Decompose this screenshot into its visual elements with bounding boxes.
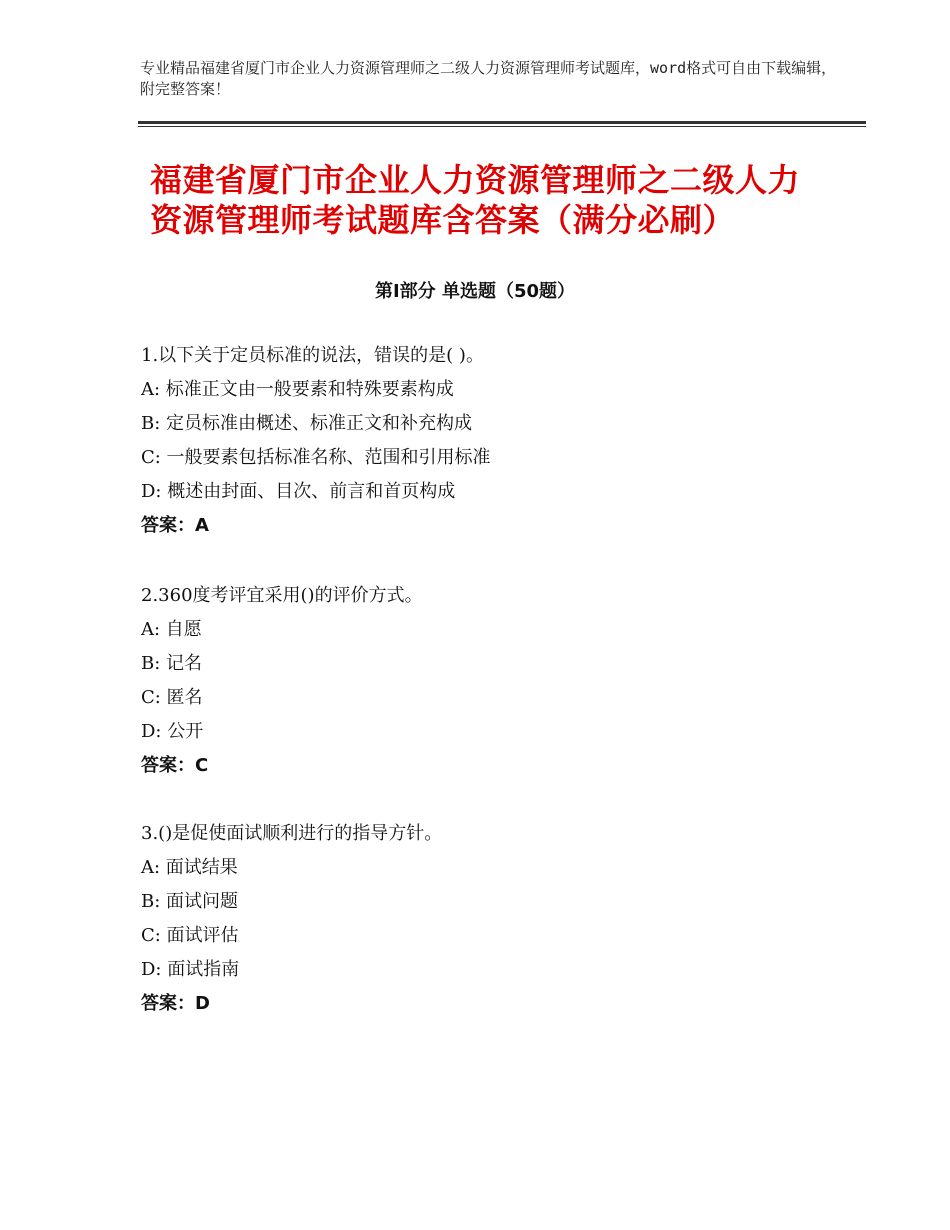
- option-c: C: 匿名: [141, 687, 203, 708]
- option-b: B: 面试问题: [141, 891, 239, 912]
- option-d: D: 概述由封面、目次、前言和首页构成: [141, 481, 456, 502]
- option-a: A: 自愿: [141, 619, 202, 640]
- option-c: C: 面试评估: [141, 925, 239, 946]
- document-title: 福建省厦门市企业人力资源管理师之二级人力资源管理师考试题库含答案（满分必刷）: [150, 161, 801, 239]
- header-note: 专业精品福建省厦门市企业人力资源管理师之二级人力资源管理师考试题库，word格式可自由下载编辑，附完整答案！: [140, 59, 837, 98]
- question-1: [141, 339, 841, 543]
- question-stem: 1.以下关于定员标准的说法，错误的是( )。: [141, 345, 484, 366]
- option-a: A: 标准正文由一般要素和特殊要素构成: [141, 379, 454, 400]
- answer: 答案：D: [141, 993, 210, 1014]
- option-b: B: 定员标准由概述、标准正文和补充构成: [141, 413, 473, 434]
- option-a: A: 面试结果: [141, 857, 238, 878]
- answer: 答案：C: [141, 755, 209, 776]
- answer: 答案：A: [141, 515, 209, 536]
- option-d: D: 公开: [141, 721, 204, 742]
- section-heading: 第Ⅰ部分 单选题（50题）: [374, 281, 575, 302]
- question-stem: 2.360度考评宜采用()的评价方式。: [141, 585, 423, 606]
- question-2: [141, 579, 841, 783]
- question-stem: 3.()是促使面试顺利进行的指导方针。: [141, 823, 443, 844]
- header-rule-thick: [138, 121, 866, 124]
- option-b: B: 记名: [141, 653, 203, 674]
- option-d: D: 面试指南: [141, 959, 240, 980]
- option-c: C: 一般要素包括标准名称、范围和引用标准: [141, 447, 491, 468]
- question-3: [141, 817, 841, 1021]
- header-rule-thin: [138, 126, 866, 127]
